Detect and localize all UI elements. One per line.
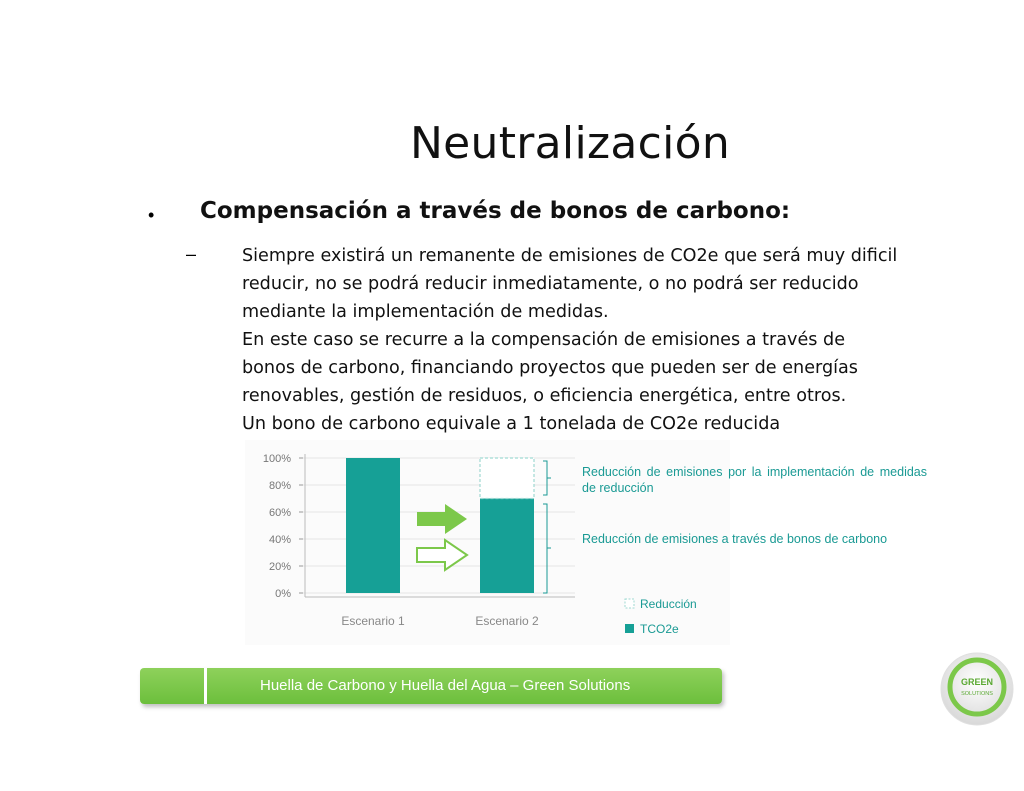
legend-label-reduccion: Reducción	[640, 597, 697, 611]
y-tick-label: 100%	[262, 453, 291, 465]
bar-tco2e	[480, 499, 534, 594]
annotation-carbon-bonds: Reducción de emisiones a través de bonos de carbono	[582, 532, 888, 546]
paragraph-line: renovables, gestión de residuos, o eficiencia energética, entre otros.	[242, 386, 847, 406]
y-tick-label: 20%	[268, 561, 291, 573]
footer-divider	[204, 668, 207, 704]
paragraph-line: reducir, no se podrá reducir inmediatamente, o no podrá ser reducido	[242, 274, 859, 294]
legend-swatch-tco2e	[625, 624, 634, 633]
slide-title: Neutralización	[409, 118, 731, 169]
bullet-dot: •	[148, 205, 155, 225]
body-paragraph	[242, 242, 942, 438]
footer-text: Huella de Carbono y Huella del Agua – Green Solutions	[260, 677, 631, 694]
legend-swatch-reduccion	[625, 599, 634, 608]
x-category-label: Escenario 2	[475, 614, 539, 628]
y-tick-label: 60%	[268, 507, 291, 519]
paragraph-line: Un bono de carbono equivale a 1 tonelada de CO2e reducida	[242, 414, 781, 434]
paragraph-line: bonos de carbono, financiando proyectos que pueden ser de energías	[242, 358, 858, 378]
legend-label-tco2e: TCO2e	[640, 622, 679, 636]
annotation-reduction-measures: Reducción de emisiones por la implementación de medidas de reducción	[582, 465, 927, 495]
svg-text:SOLUTIONS: SOLUTIONS	[961, 691, 993, 697]
y-tick-label: 0%	[275, 588, 291, 600]
paragraph-line: En este caso se recurre a la compensación de emisiones a través de	[242, 330, 846, 350]
bar-reduccion	[480, 458, 534, 499]
bullet-heading: Compensación a través de bonos de carbono:	[200, 198, 791, 224]
green-solutions-logo	[940, 652, 1014, 726]
x-category-label: Escenario 1	[341, 614, 405, 628]
sub-bullet-dash: –	[186, 244, 197, 264]
svg-text:GREEN: GREEN	[960, 677, 994, 687]
y-tick-label: 80%	[268, 480, 291, 492]
bar-tco2e	[346, 458, 400, 593]
paragraph-line: Siempre existirá un remanente de emisiones de CO2e que será muy dificil	[242, 246, 898, 266]
footer-bar	[140, 668, 722, 704]
y-tick-label: 40%	[268, 534, 291, 546]
paragraph-line: mediante la implementación de medidas.	[242, 302, 609, 322]
